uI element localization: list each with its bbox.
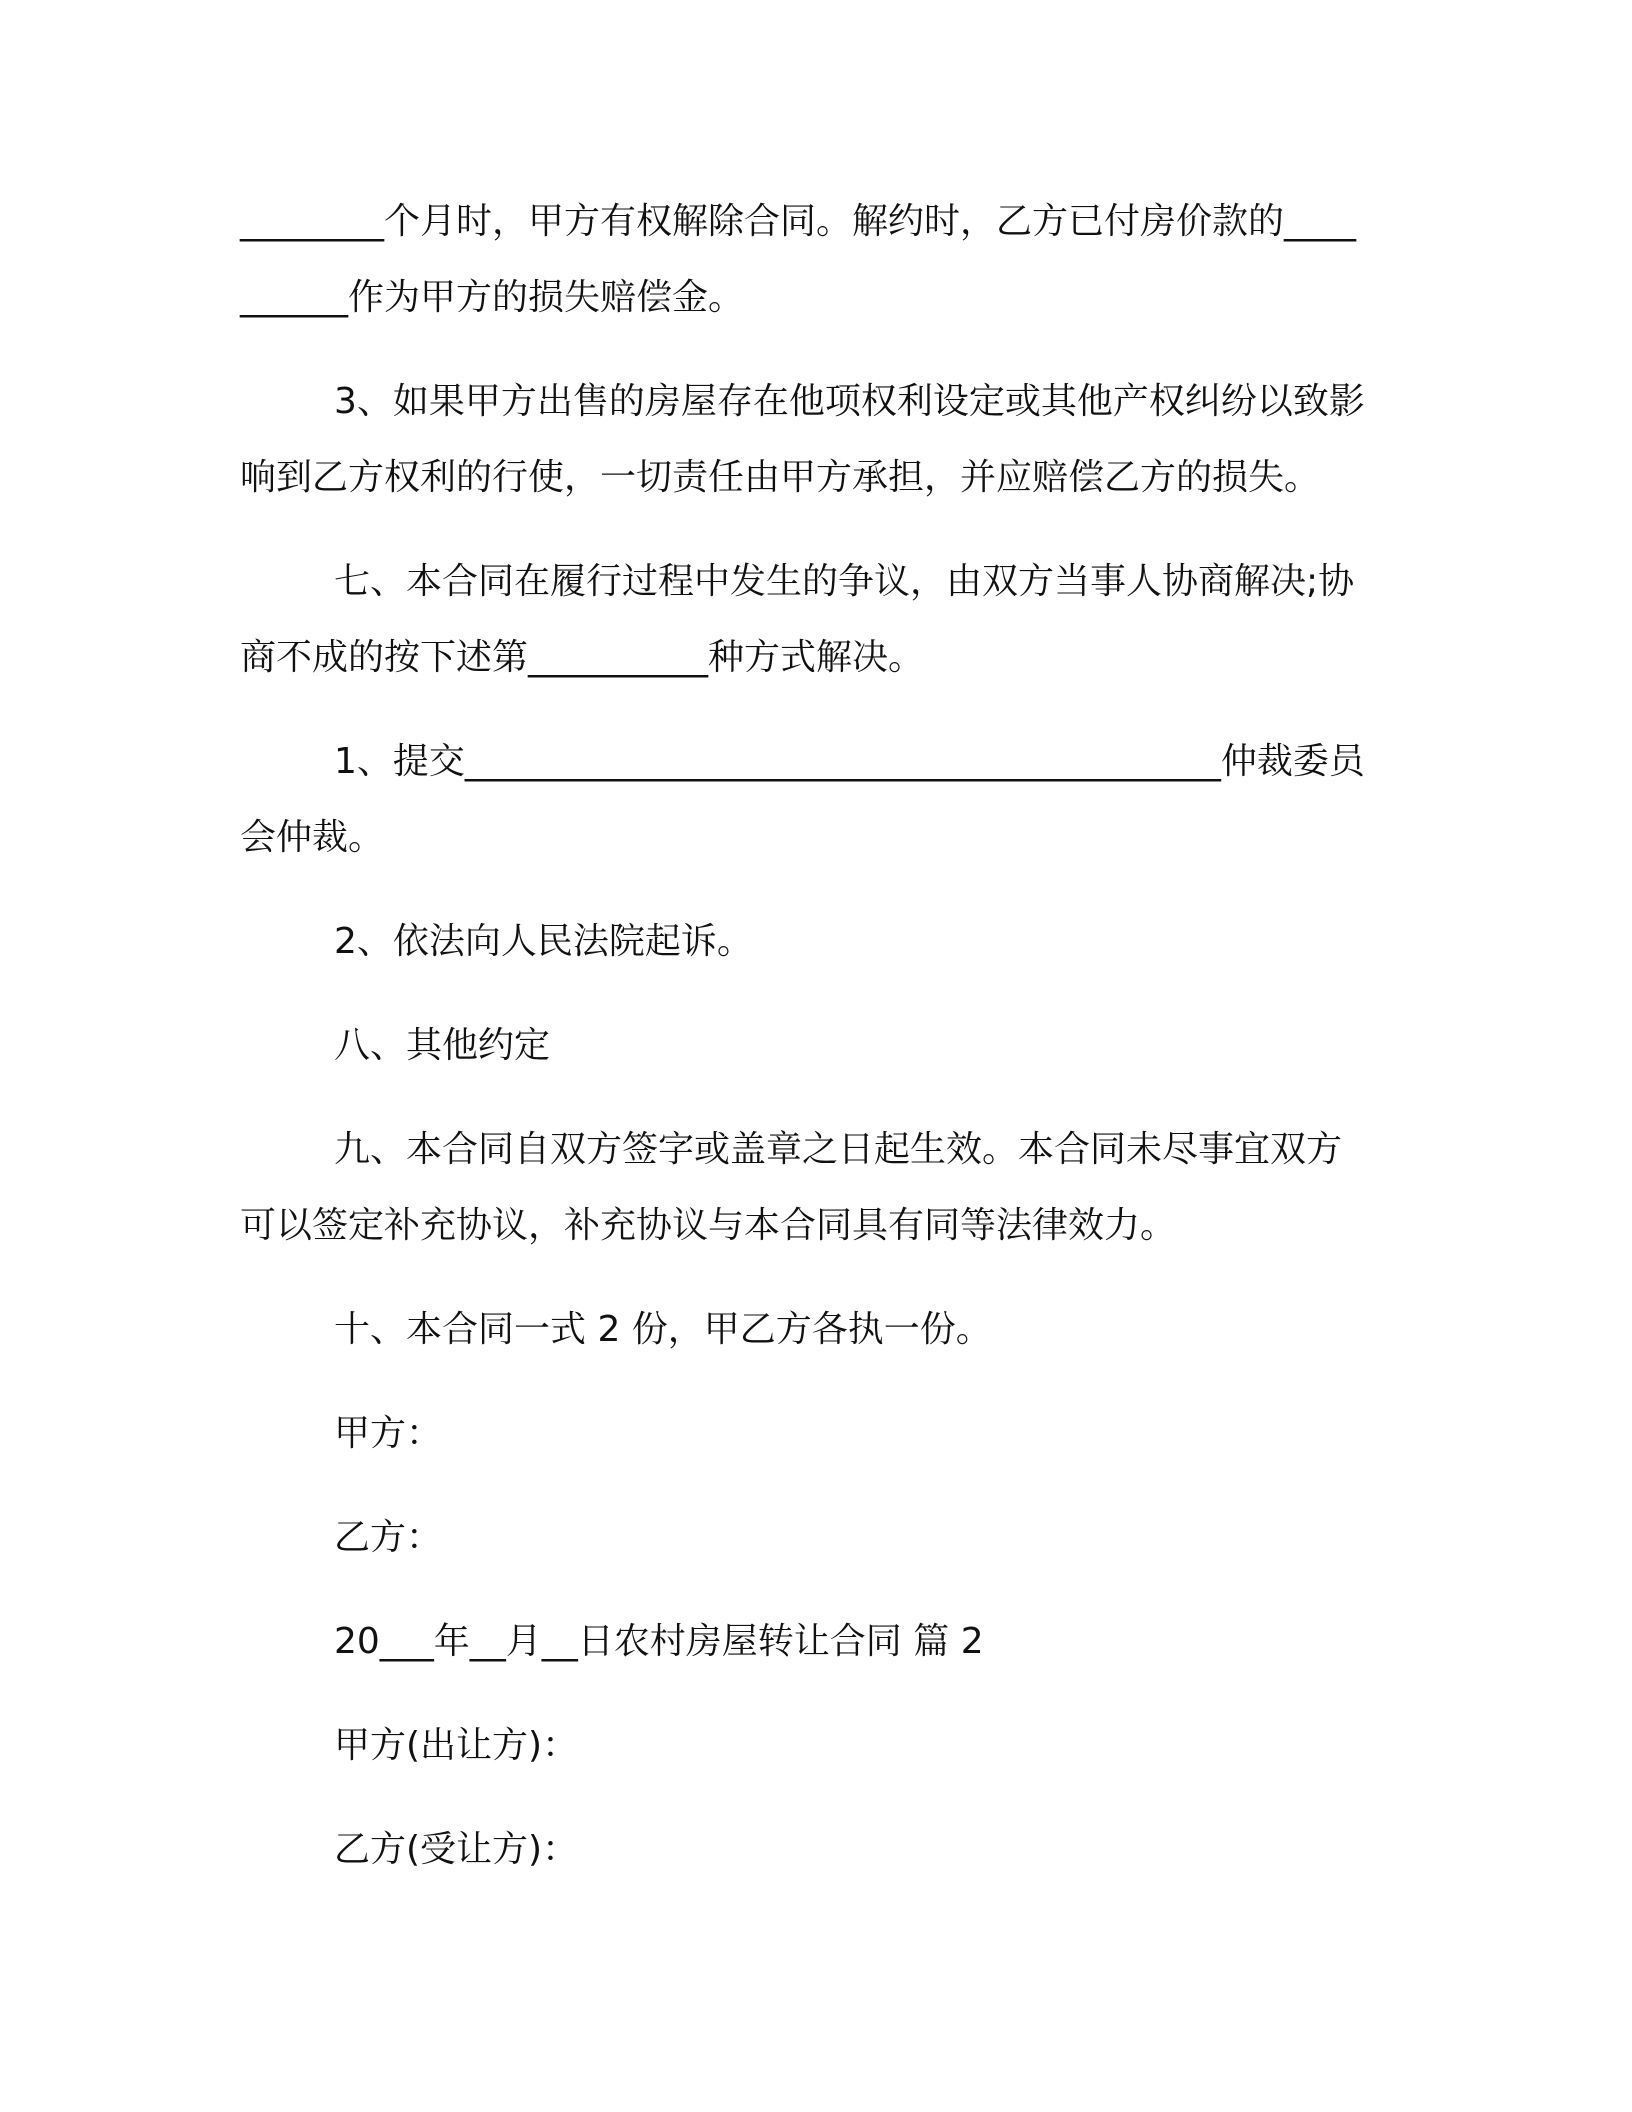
paragraph-option-1: 1、提交__________________________________________仲裁委员会仲裁。 [240, 741, 1365, 858]
paragraph-article-8: 八、其他约定 [334, 1025, 551, 1066]
paragraph-party-a: 甲方： [334, 1413, 443, 1454]
paragraph-option-2: 2、依法向人民法院起诉。 [334, 921, 753, 962]
paragraph-party-b: 乙方： [334, 1517, 443, 1558]
paragraph-transferee: 乙方(受让方)： [334, 1829, 579, 1870]
paragraph-date-title: 20___年__月__日农村房屋转让合同 篇 2 [334, 1621, 984, 1662]
paragraph-transferor: 甲方(出让方)： [334, 1725, 579, 1766]
paragraph-termination-clause: ________个月时，甲方有权解除合同。解约时，乙方已付房价款的__________作为甲方的损失赔偿金。 [240, 201, 1357, 318]
document-body [240, 184, 1370, 1916]
paragraph-article-7: 七、本合同在履行过程中发生的争议，由双方当事人协商解决;协商不成的按下述第__________种方式解决。 [240, 561, 1355, 678]
paragraph-article-10: 十、本合同一式 2 份，甲乙方各执一份。 [334, 1309, 992, 1350]
paragraph-item-3: 3、如果甲方出售的房屋存在他项权利设定或其他产权纠纷以致影响到乙方权利的行使，一切责任由甲方承担，并应赔偿乙方的损失。 [240, 381, 1365, 498]
paragraph-article-9: 九、本合同自双方签字或盖章之日起生效。本合同未尽事宜双方可以签定补充协议，补充协议与本合同具有同等法律效力。 [240, 1129, 1343, 1246]
